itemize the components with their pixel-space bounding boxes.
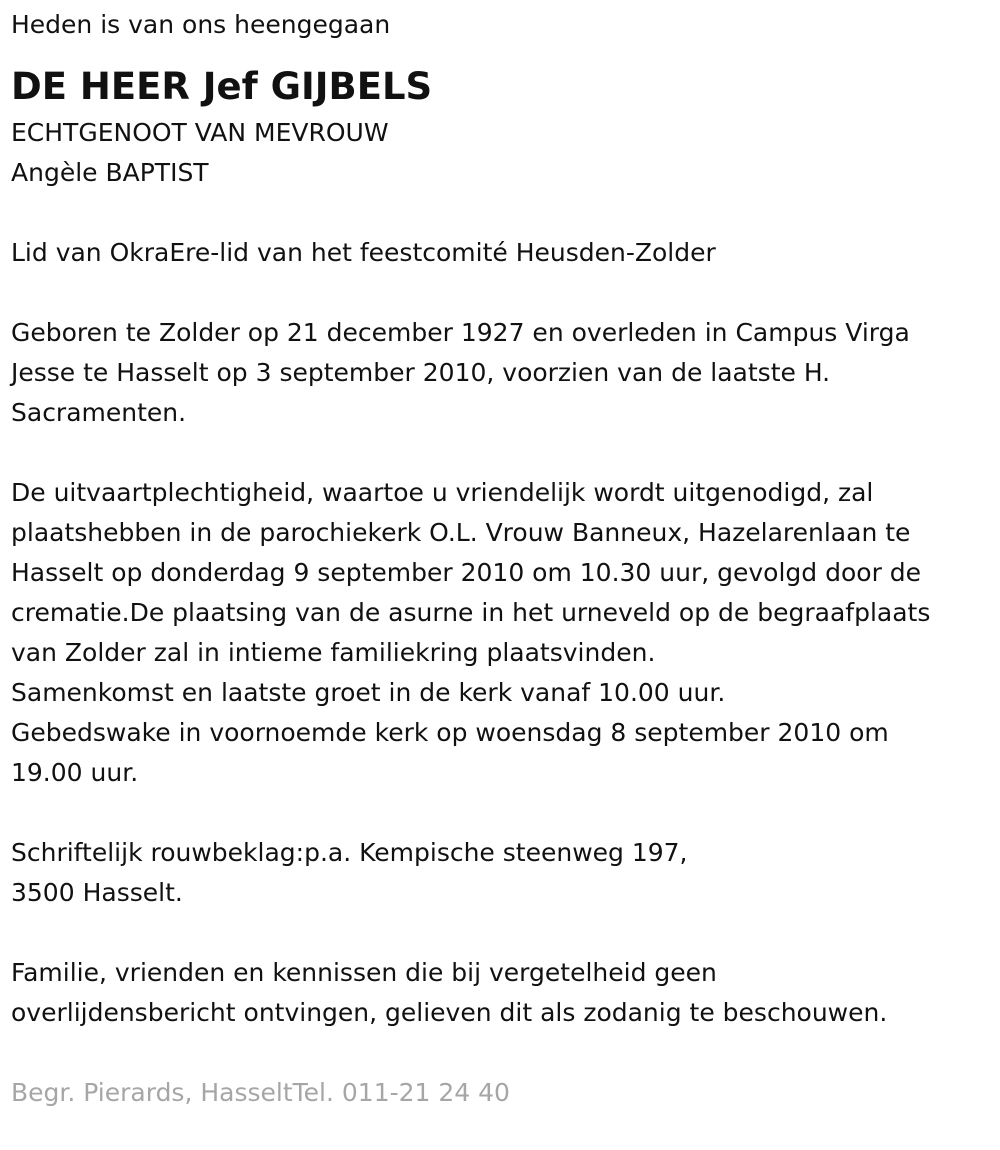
paragraph-line: Schriftelijk rouwbeklag:p.a. Kempische steenweg 197, (11, 838, 688, 867)
spouse-title: ECHTGENOOT VAN MEVROUW (11, 118, 389, 147)
spacer (11, 193, 991, 233)
obituary-notice (11, 5, 991, 1113)
paragraph-line: Familie, vrienden en kennissen die bij vergetelheid geen (11, 958, 717, 987)
paragraph-line: Geboren te Zolder op 21 december 1927 en overleden in Campus Virga (11, 318, 910, 347)
paragraph-line: Gebedswake in voornoemde kerk op woensdag 8 september 2010 om (11, 718, 889, 747)
funeral-home-footer: Begr. Pierards, HasseltTel. 011-21 24 40 (11, 1078, 510, 1107)
paragraph-line: 19.00 uur. (11, 758, 139, 787)
funeral-paragraph (11, 473, 991, 793)
condolences-paragraph (11, 833, 991, 913)
paragraph-line: overlijdensbericht ontvingen, gelieven dit als zodanig te beschouwen. (11, 998, 888, 1027)
spouse-name: Angèle BAPTIST (11, 158, 209, 187)
spacer (11, 433, 991, 473)
paragraph-line: 3500 Hasselt. (11, 878, 183, 907)
paragraph-line: plaatshebben in de parochiekerk O.L. Vrouw Banneux, Hazelarenlaan te (11, 518, 911, 547)
membership-text: Lid van OkraEre-lid van het feestcomité Heusden-Zolder (11, 238, 716, 267)
paragraph-line: van Zolder zal in intieme familiekring plaatsvinden. (11, 638, 656, 667)
paragraph-line: Samenkomst en laatste groet in de kerk vanaf 10.00 uur. (11, 678, 726, 707)
paragraph-line: De uitvaartplechtigheid, waartoe u vriendelijk wordt uitgenodigd, zal (11, 478, 874, 507)
spacer (11, 913, 991, 953)
spacer (11, 273, 991, 313)
birth-death-paragraph (11, 313, 991, 433)
intro-text: Heden is van ons heengegaan (11, 10, 391, 39)
spacer (11, 793, 991, 833)
spacer (11, 1033, 991, 1073)
family-notice-paragraph (11, 953, 991, 1033)
paragraph-line: Sacramenten. (11, 398, 187, 427)
paragraph-line: Jesse te Hasselt op 3 september 2010, voorzien van de laatste H. (11, 358, 831, 387)
paragraph-line: Hasselt op donderdag 9 september 2010 om 10.30 uur, gevolgd door de (11, 558, 922, 587)
deceased-name: DE HEER Jef GIJBELS (11, 65, 433, 108)
paragraph-line: crematie.De plaatsing van de asurne in het urneveld op de begraafplaats (11, 598, 931, 627)
